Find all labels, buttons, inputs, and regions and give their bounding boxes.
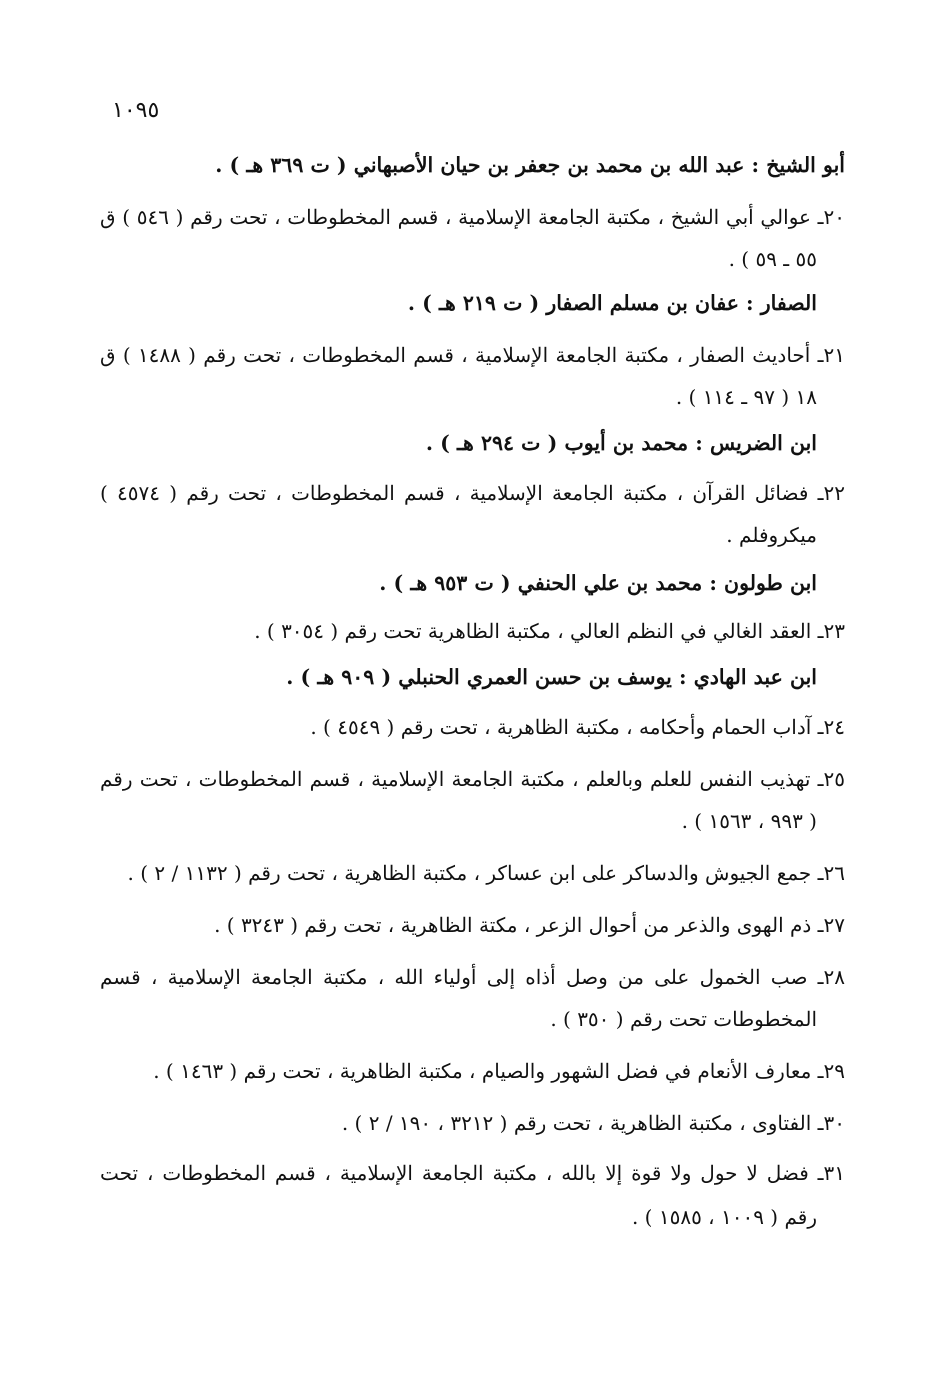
entry-25-line-1: ٢٥ـ تهذيب النفس للعلم وبالعلم ، مكتبة الجامعة الإسلامية ، قسم المخطوطات ، تحت رقم — [100, 767, 845, 791]
entry-26: ٢٦ـ جمع الجيوش والدساكر على ابن عساكر ، مكتبة الظاهرية ، تحت رقم ( ١١٣٢ / ٢ ) . — [127, 861, 845, 885]
entry-21-line-2: ١٨ ( ٩٧ ـ ١١٤ ) . — [675, 385, 817, 409]
entry-21-line-1: ٢١ـ أحاديث الصفار ، مكتبة الجامعة الإسلامية ، قسم المخطوطات ، تحت رقم ( ١٤٨٨ ) ق — [100, 343, 845, 367]
entry-30: ٣٠ـ الفتاوى ، مكتبة الظاهرية ، تحت رقم ( ٣٢١٢ ، ١٩٠ / ٢ ) . — [341, 1111, 845, 1135]
entry-20-line-1: ٢٠ـ عوالي أبي الشيخ ، مكتبة الجامعة الإسلامية ، قسم المخطوطات ، تحت رقم ( ٥٤٦ ) ق — [100, 205, 845, 229]
entry-28-line-2: المخطوطات تحت رقم ( ٣٥٠ ) . — [550, 1007, 817, 1031]
entry-23: ٢٣ـ العقد الغالي في النظم العالي ، مكتبة الظاهرية تحت رقم ( ٣٠٥٤ ) . — [254, 619, 845, 643]
author-heading-ibn-tulun: ابن طولون : محمد بن علي الحنفي ( ت ٩٥٣ هـ ) . — [379, 571, 817, 595]
entry-24: ٢٤ـ آداب الحمام وأحكامه ، مكتبة الظاهرية ، تحت رقم ( ٤٥٤٩ ) . — [310, 715, 845, 739]
entry-31-line-2: رقم ( ١٠٠٩ ، ١٥٨٥ ) . — [631, 1205, 817, 1229]
entry-25-line-2: ( ٩٩٣ ، ١٥٦٣ ) . — [681, 809, 817, 833]
entry-31-line-1: ٣١ـ فضل لا حول ولا قوة إلا بالله ، مكتبة الجامعة الإسلامية ، قسم المخطوطات ، تحت — [100, 1161, 845, 1185]
entry-20-line-2: ٥٥ ـ ٥٩ ) . — [728, 247, 817, 271]
entry-22-line-2: ميكروفلم . — [726, 523, 817, 547]
page-number: ١٠٩٥ — [112, 98, 160, 123]
entry-27: ٢٧ـ ذم الهوى والذعر من أحوال الزعر ، مكتة الظاهرية ، تحت رقم ( ٣٢٤٣ ) . — [214, 913, 845, 937]
entry-22-line-1: ٢٢ـ فضائل القرآن ، مكتبة الجامعة الإسلامية ، قسم المخطوطات ، تحت رقم ( ٤٥٧٤ ) — [100, 481, 845, 505]
author-heading-al-saffar: الصفار : عفان بن مسلم الصفار ( ت ٢١٩ هـ ) . — [407, 291, 817, 315]
author-heading-ibn-al-durays: ابن الضريس : محمد بن أيوب ( ت ٢٩٤ هـ ) . — [425, 431, 817, 455]
entry-29: ٢٩ـ معارف الأنعام في فضل الشهور والصيام ، مكتبة الظاهرية ، تحت رقم ( ١٤٦٣ ) . — [153, 1059, 845, 1083]
author-heading-ibn-abd-al-hadi: ابن عبد الهادي : يوسف بن حسن العمري الحنبلي ( ٩٠٩ هـ ) . — [286, 665, 817, 689]
author-heading-abu-al-shaykh: أبو الشيخ : عبد الله بن محمد بن جعفر بن حيان الأصبهاني ( ت ٣٦٩ هـ ) . — [215, 153, 845, 177]
entry-28-line-1: ٢٨ـ صب الخمول على من وصل أذاه إلى أولياء الله ، مكتبة الجامعة الإسلامية ، قسم — [100, 965, 845, 989]
